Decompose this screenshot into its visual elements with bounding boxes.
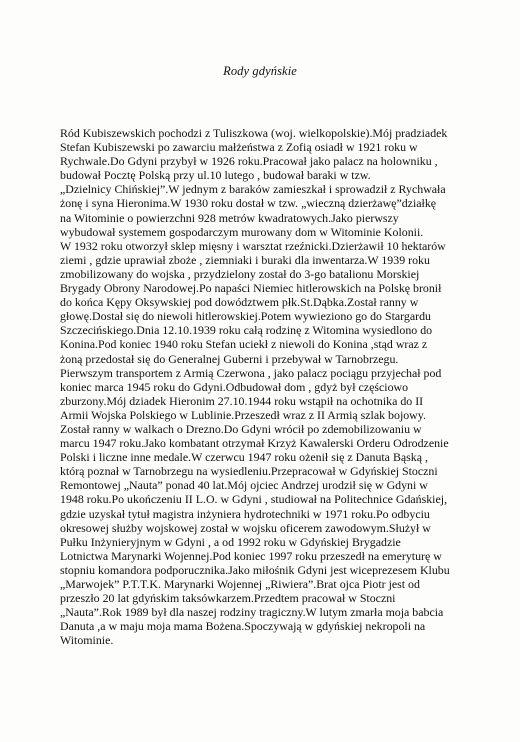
body-line: na Witominie o powierzchni 928 metrów kwadratowych.Jako pierwszy [60,210,399,225]
body-line: Konina.Pod koniec 1940 roku Stefan uciekł z niewoli do Konina ,stąd wraz z [60,337,428,352]
body-line: budował Pocztę Polską przy ul.10 lutego , budował baraki w tzw. [60,168,371,183]
body-line: wybudował systemem gospodarczym murowany dom w Witominie Kolonii. [60,224,424,239]
body-line: Rychwale.Do Gdyni przybył w 1926 roku.Pracował jako palacz na holowniku , [60,154,438,169]
body-line: „Marwojek” P.T.T.K. Marynarki Wojennej „Riwiera”.Brat ojca Piotr jest od [60,577,420,591]
body-line: Szczecińskiego.Dnia 12.10.1939 roku całą rodzinę z Witomina wysiedlono do [60,323,433,338]
body-line: głowę.Dostał się do niewoli hitlerowskiej.Potem wywieziono go do Stargardu [60,309,431,324]
body-line: Polski i liczne inne medale.W czerwcu 1947 roku ożenił się z Danuta Bąską , [60,450,428,465]
body-line: przeszło 20 lat gdyńskim taksówkarzem.Przedtem pracował w Stoczni [60,591,396,606]
body-line: 1948 roku.Po ukończeniu II L.O. w Gdyni , studiował na Politechnice Gdańskiej, [60,492,448,507]
document-title: Rody gdyńskie [223,64,297,78]
body-line: Stefan Kubiszewski po zawarciu małżeństwa z Zofią osiadł w 1921 roku w [60,140,418,155]
body-line: Pierwszym transportem z Armią Czerwona , jako palacz pociągu przyjechał pod [60,365,442,380]
body-line: Remontowej „Nauta” ponad 40 lat.Mój ojciec Andrzej urodził się w Gdyni w [60,478,428,493]
body-line: zburzony.Mój dziadek Hieronim 27.10.1944 roku wstąpił na ochotnika do II [60,393,424,408]
body-line: Został ranny w walkach o Drezno.Do Gdyni wrócił po zdemobilizowaniu w [60,421,422,436]
body-line: Ród Kubiszewskich pochodzi z Tuliszkowa (woj. wielkopolskie).Mój pradziadek [60,126,448,140]
body-line: ziemi , gdzie uprawiał zboże , ziemniaki i buraki dla inwentarza.W 1939 roku [60,252,430,267]
body-line: którą poznał w Tarnobrzegu na wysiedleniu.Przepracował w Gdyńskiej Stoczni [60,464,438,479]
body-line: żoną przedostał się do Generalnej Guberni i przebywał w Tarnobrzegu. [60,351,399,366]
body-line: Lotnictwa Marynarki Wojennej.Pod koniec 1997 roku przeszedł na emeryturę w [60,548,442,563]
body-line: gdzie uzyskał tytuł magistra inżyniera hydrotechniki w 1971 roku.Po odbyciu [60,506,430,521]
body-line: stopniu komandora podporucznika.Jako miłośnik Gdyni jest wiceprezesem Klubu [60,562,450,577]
body-line: żonę i syna Hieronima.W 1930 roku dostał w tzw. „wieczną dzierżawę”działkę [60,196,437,211]
body-line: Pułku Inżynieryjnym w Gdyni , a od 1992 roku w Gdyńskiej Brygadzie [60,534,401,549]
body-line: Witominie. [60,633,114,648]
body-line: Danuta ,a w maju moja mama Bożena.Spoczywają w gdyńskiej nekropoli na [60,619,426,634]
body-line: Armii Wojska Polskiego w Lublinie.Przeszedł wraz z II Armią szlak bojowy. [60,407,426,422]
body-line: koniec marca 1945 roku do Gdyni.Odbudował dom , gdyż był częściowo [60,379,409,394]
body-line: Brygady Obrony Narodowej.Po napaści Niemiec hitlerowskich na Polskę bronił [60,281,442,296]
document-body [60,126,480,647]
body-line: „Nauta”.Rok 1989 był dla naszej rodziny tragiczny.W lutym zmarła moja babcia [60,605,444,620]
body-line: marcu 1947 roku.Jako kombatant otrzymał Krzyż Kawalerski Orderu Odrodzenie [60,436,449,451]
body-line: do końca Kępy Oksywskiej pod dowództwem płk.St.Dąbka.Został ranny w [60,295,419,310]
body-line: okresowej służby wojskowej został w wojsku oficerem zawodowym.Służył w [60,520,431,535]
body-line: „Dzielnicy Chińskiej”.W jednym z baraków zamieszkał i sprowadził z Rychwała [60,182,446,197]
body-line: W 1932 roku otworzył sklep mięsny i warsztat rzeźnicki.Dzierżawił 10 hektarów [60,238,446,253]
body-line: zmobilizowany do wojska , przydzielony został do 3-go batalionu Morskiej [60,266,420,281]
